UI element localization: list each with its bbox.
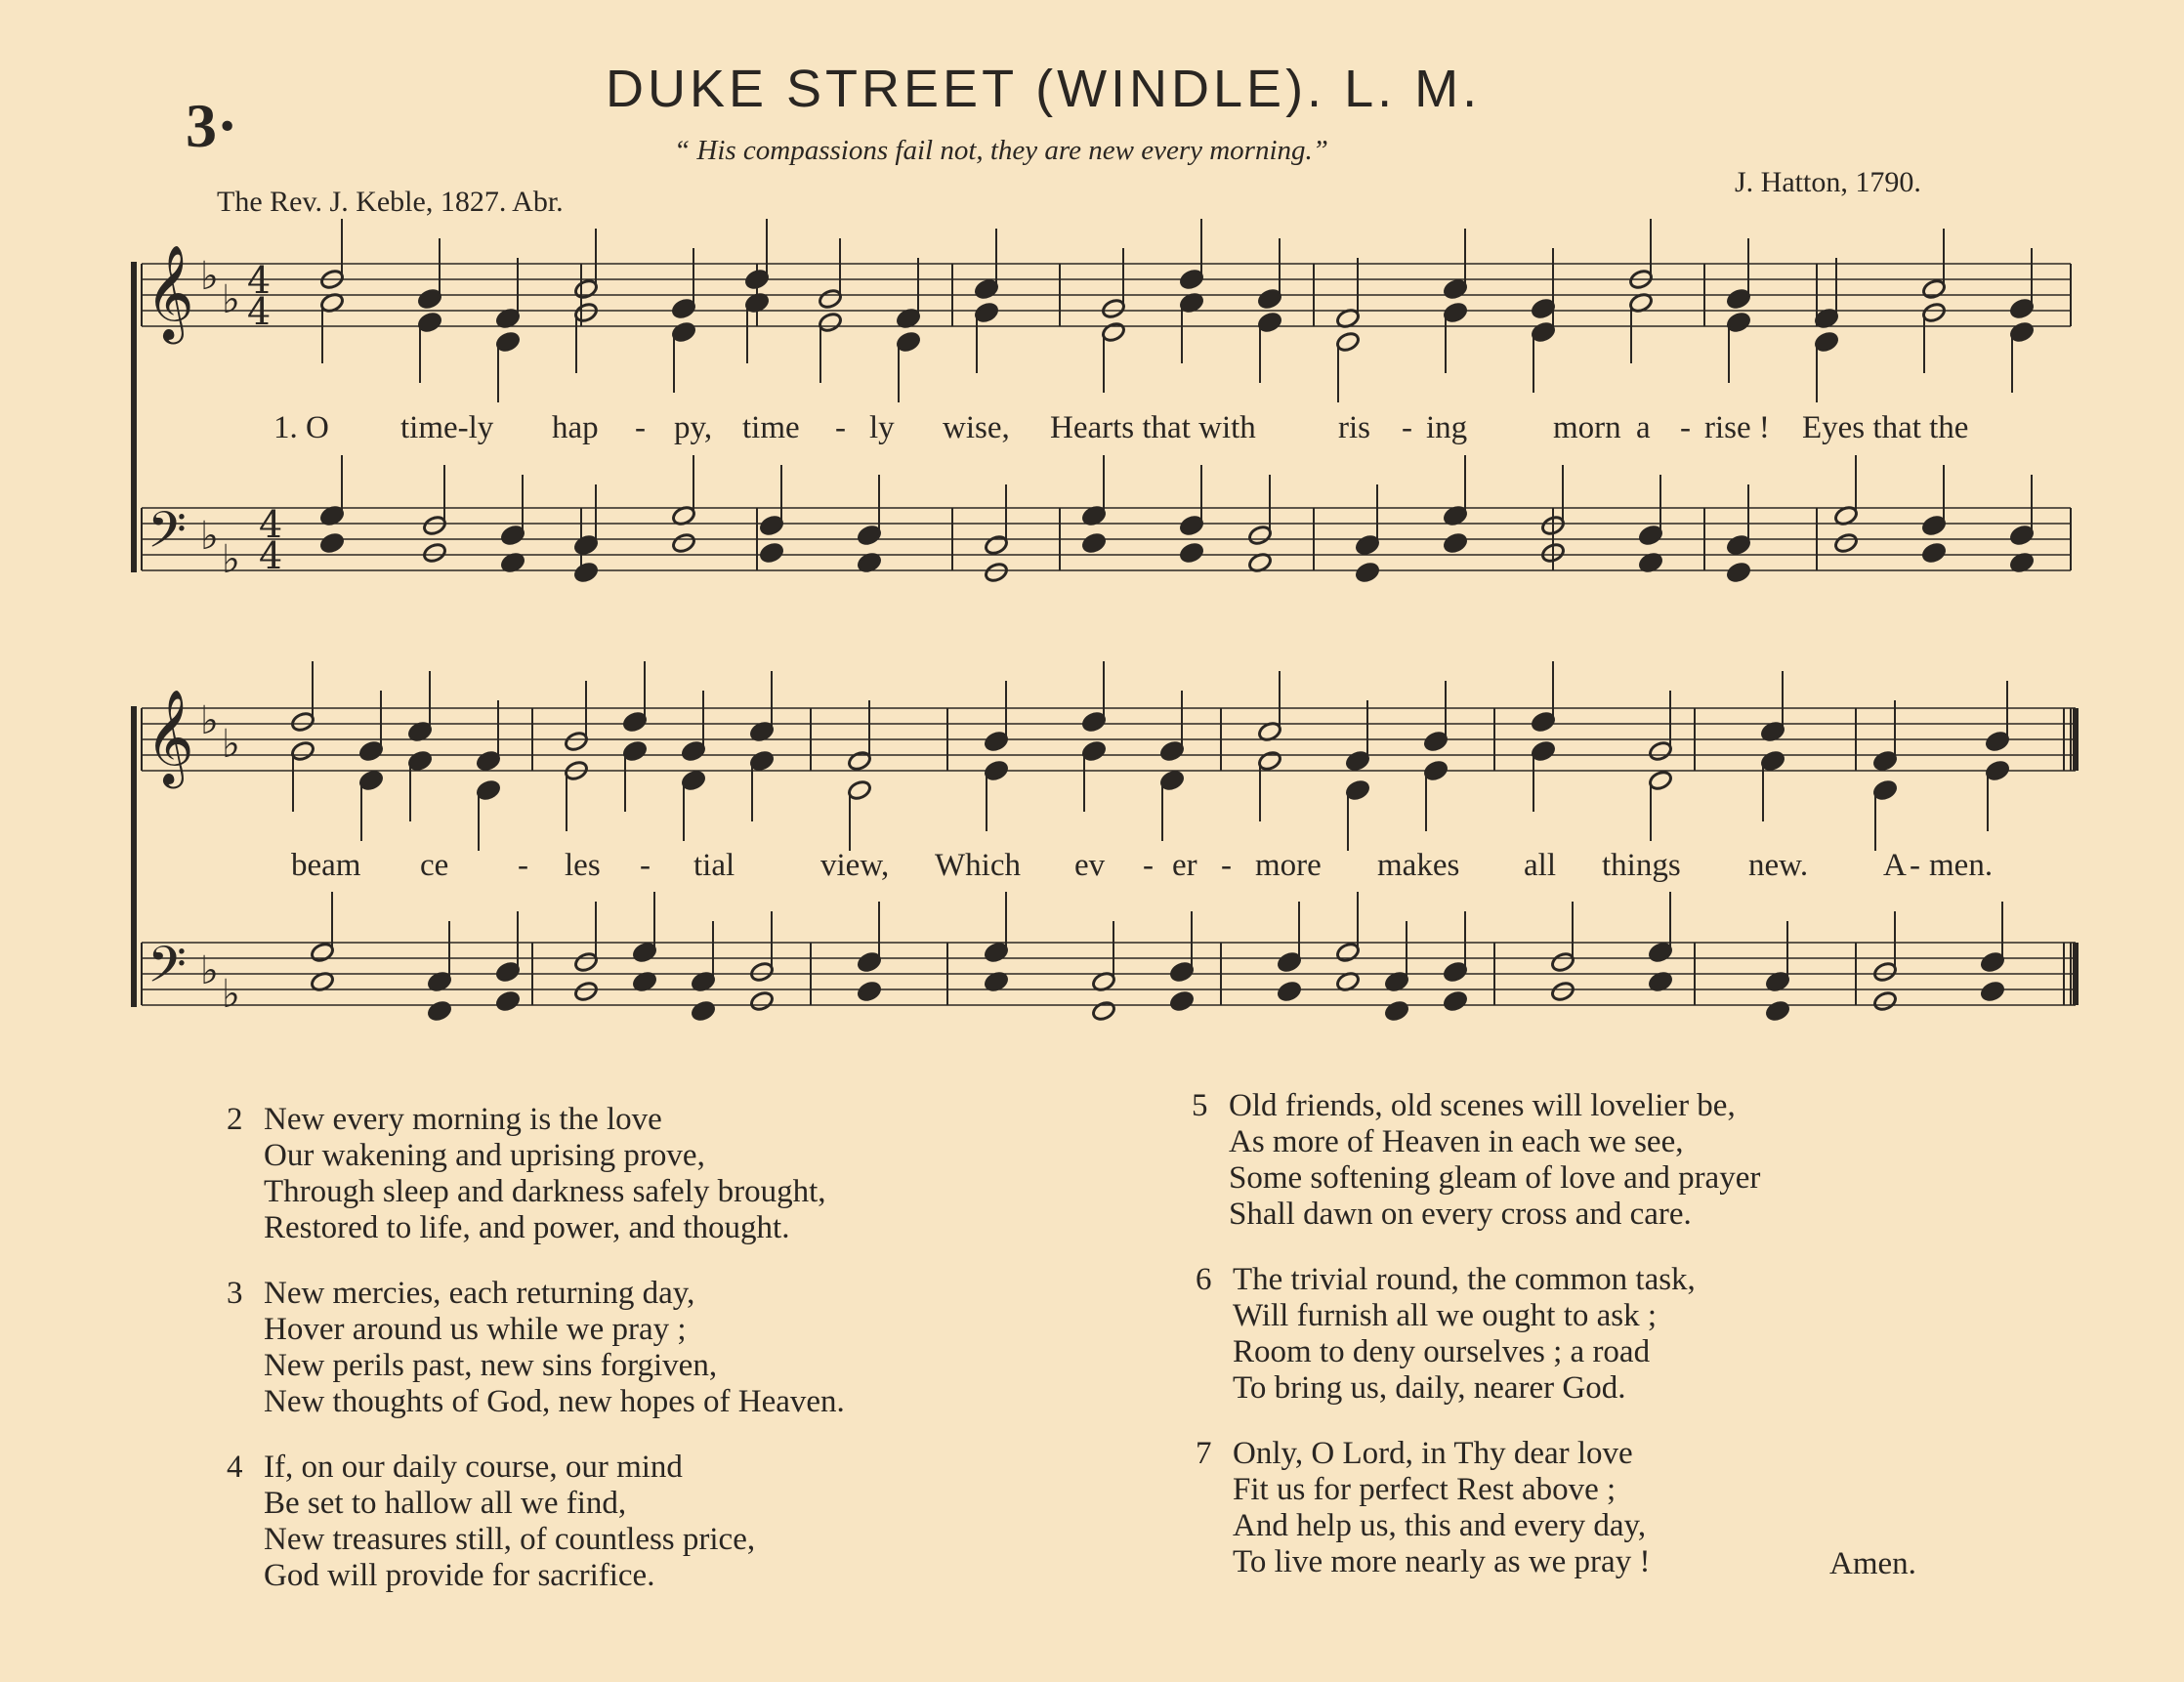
key-flat: ♭	[200, 514, 219, 559]
treble-clef: 𝄞	[146, 244, 194, 340]
verse-line: Room to deny ourselves ; a road	[1233, 1334, 1651, 1369]
lyric-syllable: -	[1402, 410, 1412, 445]
lyric-syllable: makes	[1377, 848, 1460, 883]
lyric-syllable: 1. O	[273, 410, 329, 445]
verse-line: Fit us for perfect Rest above ;	[1233, 1472, 1617, 1507]
notehead	[1179, 542, 1204, 565]
notehead	[1872, 990, 1898, 1013]
verse-line: Old friends, old scenes will lovelier be,	[1229, 1088, 1736, 1123]
key-flat: ♭	[200, 948, 219, 993]
hymn-author: The Rev. J. Keble, 1827. Abr.	[217, 186, 564, 218]
verse-number: 4	[227, 1450, 243, 1485]
lyric-syllable: Hearts that with	[1050, 410, 1256, 445]
notehead	[1081, 532, 1107, 555]
lyric-syllable: -	[1910, 848, 1920, 883]
key-flat: ♭	[222, 537, 240, 582]
verse-line: Our wakening and uprising prove,	[264, 1138, 705, 1173]
verse-number: 2	[227, 1102, 243, 1137]
notehead	[857, 981, 882, 1003]
lyric-syllable: -	[518, 848, 528, 883]
lyric-syllable: view,	[820, 848, 890, 883]
verse-line: Will furnish all we ought to ask ;	[1233, 1298, 1658, 1333]
notehead	[1726, 562, 1751, 584]
time-signature-top: 4	[259, 503, 283, 546]
notehead	[1833, 532, 1859, 555]
notehead	[749, 990, 775, 1013]
lyric-syllable: ly	[869, 410, 895, 445]
notehead	[422, 542, 447, 565]
key-flat: ♭	[222, 722, 240, 767]
notehead	[319, 532, 345, 555]
lyric-syllable: -	[1221, 848, 1232, 883]
lyric-syllable: men.	[1929, 848, 1994, 883]
notehead	[1550, 981, 1575, 1003]
verse-line: Restored to life, and power, and thought.	[264, 1210, 790, 1245]
verse-line: The trivial round, the common task,	[1233, 1262, 1696, 1297]
lyric-syllable: more	[1255, 848, 1322, 883]
time-signature-bottom: 4	[259, 534, 283, 577]
hymn-number: 3·	[186, 91, 238, 160]
notehead	[1443, 990, 1468, 1013]
lyric-syllable: py,	[674, 410, 713, 445]
notehead	[1277, 981, 1302, 1003]
lyric-syllable: all	[1524, 848, 1556, 883]
verse-line: New thoughts of God, new hopes of Heaven.	[264, 1384, 845, 1419]
verse-line: New mercies, each returning day,	[264, 1276, 695, 1311]
lyric-syllable: time-ly	[400, 410, 494, 445]
bass-clef: 𝄢	[147, 500, 187, 571]
lyric-syllable: ing	[1426, 410, 1468, 445]
verse-line: To live more nearly as we pray !	[1233, 1544, 1651, 1579]
notehead	[573, 981, 599, 1003]
lyric-syllable: Which	[935, 848, 1021, 883]
notehead	[1921, 542, 1947, 565]
verse-line: If, on our daily course, our mind	[264, 1450, 683, 1485]
lyric-syllable: beam	[291, 848, 361, 883]
verse-line: God will provide for sacrifice.	[264, 1558, 655, 1593]
notehead	[573, 562, 599, 584]
verse-line: Be set to hallow all we find,	[264, 1486, 627, 1521]
hymn-epigraph: “ His compassions fail not, they are new every morning.”	[674, 135, 1328, 166]
notehead	[1169, 990, 1195, 1013]
lyric-syllable: time	[742, 410, 800, 445]
notehead	[671, 532, 696, 555]
verse-amen: Amen.	[1829, 1546, 1916, 1581]
notehead	[427, 1000, 452, 1023]
key-flat: ♭	[200, 254, 219, 299]
treble-clef: 𝄞	[146, 689, 194, 784]
notehead	[1443, 532, 1468, 555]
time-signature-top: 4	[247, 259, 272, 302]
lyric-syllable: hap	[552, 410, 599, 445]
verse-line: Only, O Lord, in Thy dear love	[1233, 1436, 1633, 1471]
verse-6	[1196, 1262, 1696, 1407]
lyric-syllable: ris	[1338, 410, 1370, 445]
lyric-syllable: er	[1172, 848, 1197, 883]
verse-line: Some softening gleam of love and prayer	[1229, 1160, 1761, 1196]
verse-line: Hover around us while we pray ;	[264, 1312, 687, 1347]
lyric-syllable: Eyes that the	[1802, 410, 1969, 445]
lyric-syllable: les	[565, 848, 601, 883]
lyric-syllable: things	[1602, 848, 1681, 883]
notehead	[1091, 1000, 1116, 1023]
lyric-syllable: -	[640, 848, 651, 883]
lyric-syllable: new.	[1748, 848, 1809, 883]
verse-line: To bring us, daily, nearer God.	[1233, 1370, 1626, 1406]
notehead	[1355, 562, 1380, 584]
lyric-syllable: -	[835, 410, 846, 445]
lyric-syllable: tial	[693, 848, 735, 883]
notehead	[984, 562, 1009, 584]
notehead	[1765, 1000, 1790, 1023]
verse-line: And help us, this and every day,	[1233, 1508, 1647, 1543]
verse-line: New treasures still, of countless price,	[264, 1522, 756, 1557]
verse-number: 5	[1192, 1088, 1208, 1123]
verse-line: New every morning is the love	[264, 1102, 662, 1137]
lyric-syllable: -	[1143, 848, 1154, 883]
verse-number: 7	[1196, 1436, 1212, 1471]
lyric-syllable: rise !	[1704, 410, 1770, 445]
time-signature-bottom: 4	[247, 290, 272, 333]
verse-line: Through sleep and darkness safely brought,	[264, 1174, 826, 1209]
key-flat: ♭	[222, 277, 240, 322]
verse-7	[1196, 1436, 1651, 1580]
lyric-syllable: morn	[1553, 410, 1621, 445]
lyric-syllable: a	[1636, 410, 1651, 445]
verse-3	[227, 1276, 845, 1420]
verse-number: 6	[1196, 1262, 1212, 1297]
lyric-syllable: ce	[420, 848, 449, 883]
verse-5	[1192, 1088, 1761, 1233]
verse-number: 3	[227, 1276, 243, 1311]
lyric-syllable: ev	[1074, 848, 1106, 883]
lyric-syllable: -	[635, 410, 646, 445]
notehead	[1384, 1000, 1409, 1023]
verse-line: Shall dawn on every cross and care.	[1229, 1197, 1692, 1232]
verse-line: As more of Heaven in each we see,	[1229, 1124, 1684, 1159]
notehead	[691, 1000, 716, 1023]
lyric-syllable: wise,	[943, 410, 1010, 445]
verse-line: New perils past, new sins forgiven,	[264, 1348, 718, 1383]
verse-4	[227, 1450, 756, 1594]
key-flat: ♭	[222, 972, 240, 1017]
notehead	[759, 542, 784, 565]
bass-clef: 𝄢	[147, 935, 187, 1006]
key-flat: ♭	[200, 698, 219, 743]
hymn-title: DUKE STREET (WINDLE). L. M.	[606, 60, 1482, 118]
lyric-syllable: -	[1680, 410, 1691, 445]
verse-2	[227, 1102, 826, 1246]
notehead	[1980, 981, 2005, 1003]
hymn-composer: J. Hatton, 1790.	[1735, 166, 1921, 198]
notehead	[495, 990, 521, 1013]
lyric-syllable: A	[1883, 848, 1907, 883]
